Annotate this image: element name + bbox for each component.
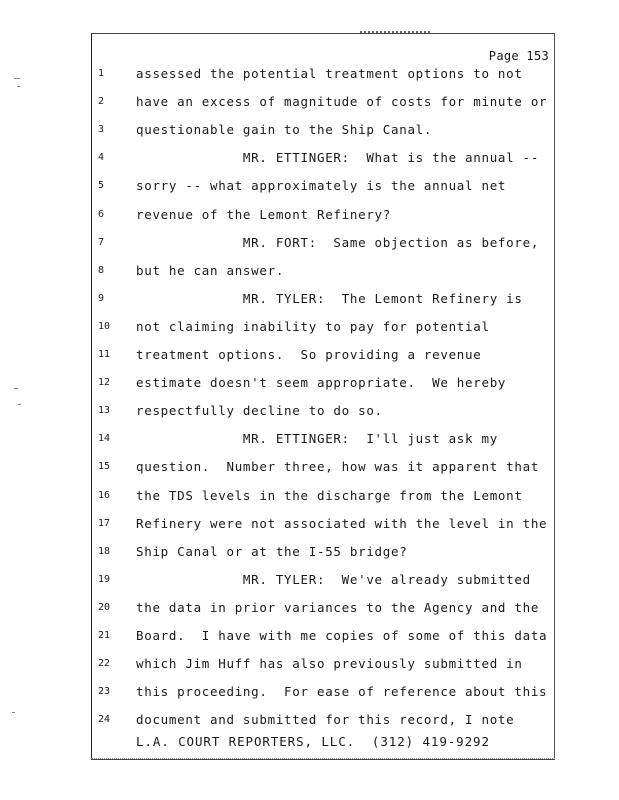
line-number: 20 [98,601,111,613]
line-number: 17 [98,517,111,529]
line-text: this proceeding. For ease of reference about this [136,684,548,700]
transcript-line [0,291,619,319]
transcript-line [0,207,619,235]
transcript-line [0,375,619,403]
transcript-line [0,66,619,94]
line-number: 7 [98,236,105,248]
transcript-line [0,572,619,600]
line-text: not claiming inability to pay for potential [136,318,490,334]
line-text: question. Number three, how was it apparent that [136,459,540,475]
transcript-line [0,516,619,544]
line-text: estimate doesn't seem appropriate. We hereby [136,375,507,391]
line-text: questionable gain to the Ship Canal. [136,122,433,138]
transcript-line [0,459,619,487]
transcript-line [0,600,619,628]
line-text: Refinery were not associated with the level in the [136,515,548,531]
line-text: revenue of the Lemont Refinery? [136,206,391,222]
line-number: 3 [98,124,105,136]
transcript-line [0,178,619,206]
line-text: the data in prior variances to the Agency and the [136,599,540,615]
line-text: MR. TYLER: We've already submitted [136,571,531,587]
line-number: 22 [98,658,111,670]
line-number: 4 [98,152,105,164]
page-number: Page 153 [488,49,549,63]
line-text: MR. ETTINGER: What is the annual -- [136,150,540,166]
transcript-line [0,150,619,178]
transcript-line [0,122,619,150]
line-number: 5 [98,180,105,192]
line-number: 21 [98,630,111,641]
line-number: 8 [98,264,105,276]
transcript-line [0,431,619,459]
line-number: 23 [98,686,111,698]
line-text: Ship Canal or at the I-55 bridge? [136,543,408,559]
top-edge-mark [360,31,430,36]
line-number: 11 [98,349,111,360]
reporter-footer: L.A. COURT REPORTERS, LLC. (312) 419-9292 [136,734,490,749]
line-text: the TDS levels in the discharge from the Lemont [136,487,523,503]
line-number: 19 [98,573,111,585]
line-number: 12 [98,377,111,389]
line-text: MR. ETTINGER: I'll just ask my [136,431,498,447]
line-text: treatment options. So providing a revenue [136,347,482,362]
line-text: MR. FORT: Same objection as before, [136,234,540,250]
line-text: Board. I have with me copies of some of this data [136,628,548,643]
line-number: 1 [98,68,105,79]
transcript-line [0,347,619,375]
line-number: 2 [98,96,105,108]
transcript-line [0,656,619,684]
line-text: sorry -- what approximately is the annual net [136,178,507,194]
transcript-line [0,403,619,431]
bottom-edge-mark [91,758,555,763]
transcript-line [0,628,619,656]
line-number: 14 [98,433,111,445]
line-number: 18 [98,545,111,557]
transcript-line [0,684,619,712]
line-text: assessed the potential treatment options to not [136,66,523,81]
line-number: 9 [98,292,105,304]
line-text: document and submitted for this record, I note [136,712,515,728]
line-number: 24 [98,714,111,726]
line-number: 10 [98,320,111,332]
line-number: 13 [98,405,111,417]
line-number: 16 [98,489,111,501]
transcript-line [0,235,619,263]
line-text: but he can answer. [136,262,285,278]
line-number: 6 [98,208,105,220]
line-text: MR. TYLER: The Lemont Refinery is [136,290,523,306]
transcript-line [0,319,619,347]
line-text: respectfully decline to do so. [136,403,383,419]
line-text: have an excess of magnitude of costs for minute or [136,94,548,110]
transcript-line [0,94,619,122]
transcript-line [0,263,619,291]
transcript-line [0,488,619,516]
line-number: 15 [98,461,111,473]
transcript-line [0,544,619,572]
line-text: which Jim Huff has also previously submitted in [136,656,523,672]
